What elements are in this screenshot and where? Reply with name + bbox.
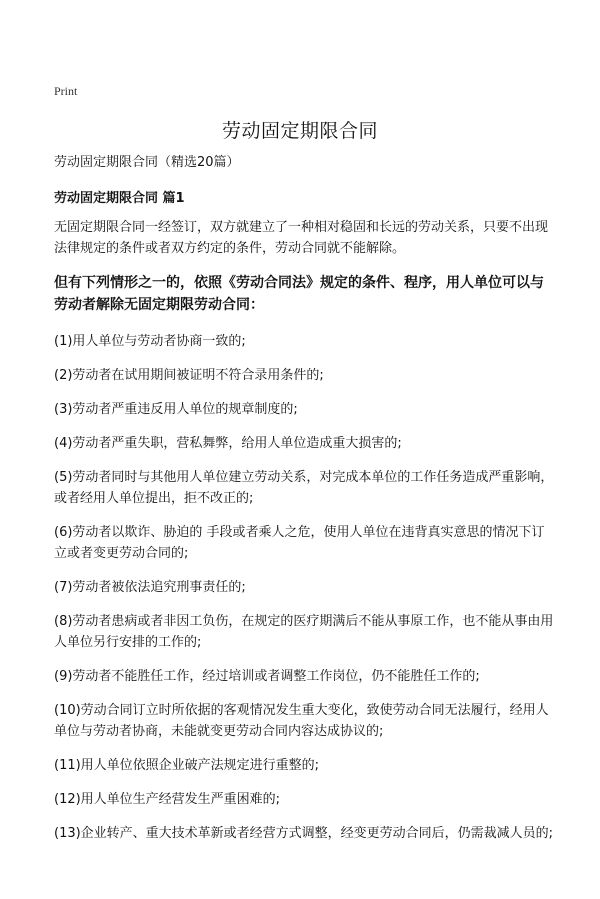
bold-paragraph: 但有下列情形之一的，依照《劳动合同法》规定的条件、程序，用人单位可以与劳动者解除无固定期限劳动合同： xyxy=(54,275,544,313)
list-item: (6)劳动者以欺诈、胁迫的 手段或者乘人之危，使用人单位在违背真实意思的情况下订立或者变更劳动合同的; xyxy=(54,525,545,561)
list-item: (1)用人单位与劳动者协商一致的; xyxy=(54,334,246,349)
list-item: (7)劳动者被依法追究刑事责任的; xyxy=(54,580,246,595)
document-body xyxy=(54,152,554,857)
section-heading: 劳动固定期限合同 篇1 xyxy=(54,191,185,206)
list-item: (4)劳动者严重失职，营私舞弊，给用人单位造成重大损害的; xyxy=(54,436,402,451)
document-title: 劳动固定期限合同 xyxy=(221,120,378,142)
list-item: (8)劳动者患病或者非因工负伤，在规定的医疗期满后不能从事原工作，也不能从事由用人单位另行安排的工作的; xyxy=(54,614,554,650)
list-item: (5)劳动者同时与其他用人单位建立劳动关系，对完成本单位的工作任务造成严重影响，或者经用人单位提出，拒不改正的; xyxy=(54,470,554,506)
print-label: Print xyxy=(54,84,78,98)
list-item: (10)劳动合同订立时所依据的客观情况发生重大变化，致使劳动合同无法履行，经用人单位与劳动者协商，未能就变更劳动合同内容达成协议的; xyxy=(54,703,549,739)
intro-paragraph: 无固定期限合同一经签订，双方就建立了一种相对稳固和长远的劳动关系，只要不出现法律规定的条件或者双方约定的条件，劳动合同就不能解除。 xyxy=(54,220,549,256)
list-item: (11)用人单位依照企业破产法规定进行重整的; xyxy=(54,758,320,773)
document-subtitle: 劳动固定期限合同（精选20篇） xyxy=(54,155,240,170)
list-item: (13)企业转产、重大技术革新或者经营方式调整，经变更劳动合同后，仍需裁减人员的; xyxy=(54,826,554,841)
list-item: (12)用人单位生产经营发生严重困难的; xyxy=(54,792,281,807)
list-item: (2)劳动者在试用期间被证明不符合录用条件的; xyxy=(54,368,324,383)
list-item: (9)劳动者不能胜任工作，经过培训或者调整工作岗位，仍不能胜任工作的; xyxy=(54,669,480,684)
list-item: (3)劳动者严重违反用人单位的规章制度的; xyxy=(54,402,298,417)
